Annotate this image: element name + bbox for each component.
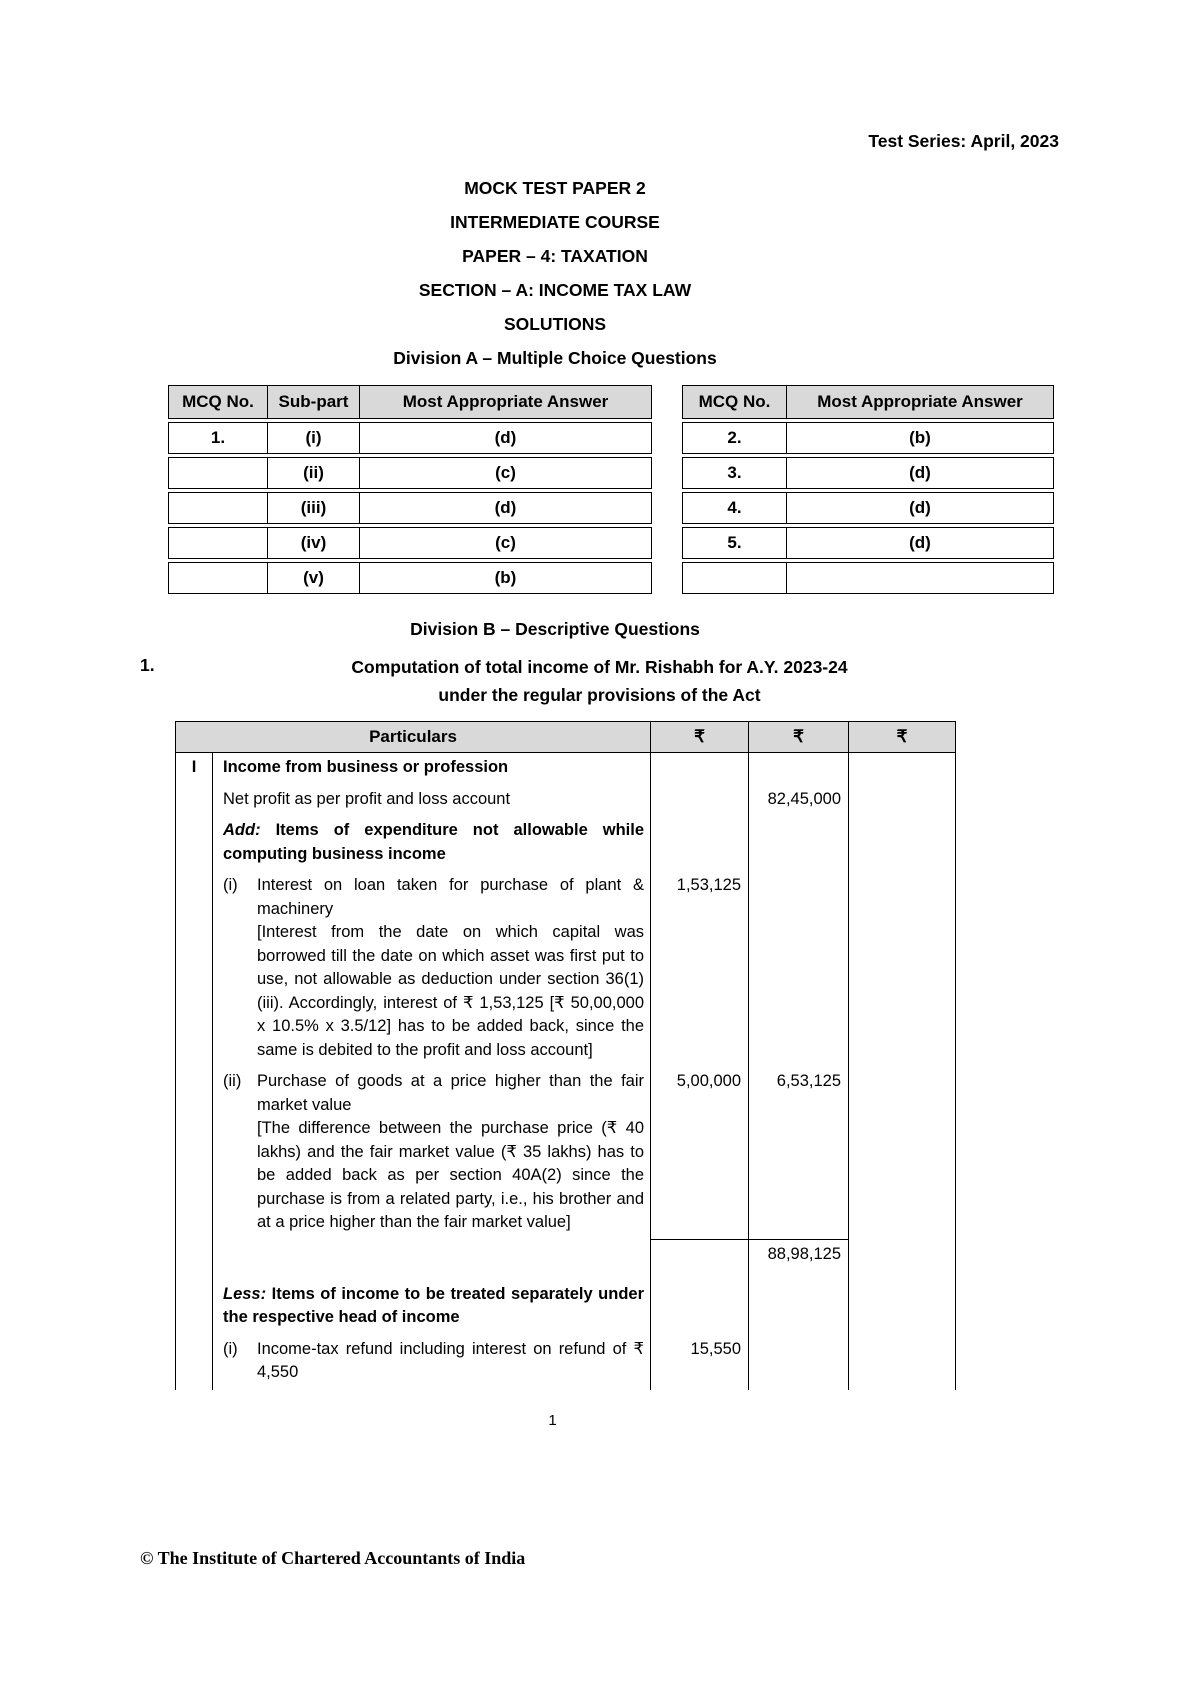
mcq-header-row xyxy=(168,385,652,419)
add-prefix: Add: xyxy=(223,821,261,839)
item-text: Income-tax refund including interest on refund of ₹ 4,550 xyxy=(257,1339,645,1381)
division-a-heading: Division A – Multiple Choice Questions xyxy=(393,348,717,368)
table-row xyxy=(176,1067,956,1240)
question-1-heading-row xyxy=(140,653,1059,709)
item-marker: (ii) xyxy=(223,1072,242,1090)
answer-cell: (d) xyxy=(787,492,1054,524)
computation-table xyxy=(175,721,956,1390)
item-marker: (i) xyxy=(223,1339,238,1358)
subtotal-row xyxy=(176,1240,956,1280)
computation-heading-line2: under the regular provisions of the Act xyxy=(438,685,761,705)
sub-part-cell: (v) xyxy=(268,562,360,594)
particulars-header: Particulars xyxy=(176,722,651,753)
mcq-no-header: MCQ No. xyxy=(168,385,268,419)
sub-part-cell: (iii) xyxy=(268,492,360,524)
item-text-block xyxy=(257,1070,644,1235)
mcq-no-cell xyxy=(682,562,787,594)
title-solutions: SOLUTIONS xyxy=(503,314,607,334)
item-marker: (i) xyxy=(223,876,238,894)
particulars-cell xyxy=(213,785,651,817)
table-row xyxy=(176,871,956,1067)
mcq-header-row xyxy=(682,385,1054,419)
computation-header-row xyxy=(176,722,956,753)
mcq-table-right xyxy=(682,382,1054,597)
mcq-no-cell: 1. xyxy=(168,422,268,454)
document-title-block xyxy=(140,178,970,368)
mcq-table-left xyxy=(168,382,652,597)
answer-cell: (b) xyxy=(360,562,652,594)
table-row xyxy=(176,785,956,817)
line-item xyxy=(223,874,644,1062)
item-note: [The difference between the purchase price (₹ 40 lakhs) and the fair market value (₹ 35 lakhs) has to be added back as per section 40A(2) since the purchase is from a related party, i.e., his brother and at a price higher than the fair market value] xyxy=(257,1119,645,1231)
division-b-block xyxy=(140,619,970,639)
mcq-row xyxy=(168,527,652,559)
answer-cell: (c) xyxy=(360,527,652,559)
amount-cell: 1,53,125 xyxy=(651,871,749,1067)
particulars-cell xyxy=(213,816,651,871)
row-numeral xyxy=(176,1067,213,1240)
amount-cell xyxy=(651,785,749,817)
row-numeral xyxy=(176,1335,213,1390)
amount-cell xyxy=(849,753,956,785)
line-item xyxy=(223,1070,644,1235)
row-numeral xyxy=(176,1240,213,1280)
mcq-row xyxy=(168,562,652,594)
answer-cell: (d) xyxy=(787,457,1054,489)
row-label: Net profit as per profit and loss account xyxy=(223,789,511,808)
amount-cell xyxy=(651,816,749,871)
amount-cell: 82,45,000 xyxy=(749,785,849,817)
mcq-no-cell: 2. xyxy=(682,422,787,454)
rupee-col3-header: ₹ xyxy=(849,722,956,753)
sub-part-cell: (iv) xyxy=(268,527,360,559)
answer-cell: (c) xyxy=(360,457,652,489)
amount-cell xyxy=(749,753,849,785)
item-text: Purchase of goods at a price higher than the fair market value xyxy=(257,1072,645,1114)
answer-cell: (d) xyxy=(360,492,652,524)
mcq-answer-tables xyxy=(168,382,1059,597)
amount-cell xyxy=(849,1240,956,1280)
amount-cell xyxy=(849,1335,956,1390)
amount-cell: 5,00,000 xyxy=(651,1067,749,1240)
item-note: [Interest from the date on which capital was borrowed till the date on which asset was first put to use, not allowable as deduction under section 36(1)(iii). Accordingly, interest of ₹ 1,53,125 [₹ 50,00,000 x 10.5% x 3.5/12] has to be added back, since the same is debited to the profit and loss account] xyxy=(257,923,645,1059)
answer-cell xyxy=(787,562,1054,594)
mcq-row xyxy=(168,422,652,454)
amount-cell: 6,53,125 xyxy=(749,1067,849,1240)
rupee-col1-header: ₹ xyxy=(651,722,749,753)
amount-cell: 15,550 xyxy=(651,1335,749,1390)
computation-heading-line1: Computation of total income of Mr. Rishabh for A.Y. 2023-24 xyxy=(351,657,848,677)
mcq-row xyxy=(682,527,1054,559)
amount-cell xyxy=(749,1280,849,1335)
question-number: 1. xyxy=(140,655,155,675)
item-text: Interest on loan taken for purchase of plant & machinery xyxy=(257,876,645,918)
row-numeral xyxy=(176,785,213,817)
amount-cell xyxy=(651,1240,749,1280)
computation-heading xyxy=(140,653,1059,709)
add-label-text: Items of expenditure not allowable while computing business income xyxy=(223,821,645,863)
particulars-cell xyxy=(213,1067,651,1240)
copyright-notice: © The Institute of Chartered Accountants of India xyxy=(140,1548,526,1568)
less-label-text: Items of income to be treated separately under the respective head of income xyxy=(223,1284,645,1326)
answer-cell: (d) xyxy=(787,527,1054,559)
mcq-no-cell: 3. xyxy=(682,457,787,489)
amount-cell xyxy=(849,871,956,1067)
amount-cell xyxy=(849,785,956,817)
subtotal-amount-cell: 88,98,125 xyxy=(749,1240,849,1280)
division-b-heading: Division B – Descriptive Questions xyxy=(410,619,700,639)
mcq-no-cell: 5. xyxy=(682,527,787,559)
section-label: Income from business or profession xyxy=(223,758,509,776)
table-row xyxy=(176,1335,956,1390)
answer-cell: (d) xyxy=(360,422,652,454)
mcq-no-cell xyxy=(168,492,268,524)
answer-header: Most Appropriate Answer xyxy=(360,385,652,419)
line-item xyxy=(223,1338,644,1385)
row-numeral xyxy=(176,816,213,871)
rupee-col2-header: ₹ xyxy=(749,722,849,753)
particulars-cell xyxy=(213,871,651,1067)
amount-cell xyxy=(849,816,956,871)
mcq-row xyxy=(682,562,1054,594)
mcq-row xyxy=(682,492,1054,524)
test-series-label: Test Series: April, 2023 xyxy=(868,131,1059,151)
title-paper: PAPER – 4: TAXATION xyxy=(462,246,648,266)
mcq-no-cell xyxy=(168,527,268,559)
amount-cell xyxy=(749,816,849,871)
less-items-label xyxy=(223,1283,644,1330)
mcq-row xyxy=(682,422,1054,454)
table-row xyxy=(176,816,956,871)
mcq-no-header: MCQ No. xyxy=(682,385,787,419)
row-numeral: I xyxy=(176,753,213,785)
table-row xyxy=(176,753,956,785)
sub-part-cell: (ii) xyxy=(268,457,360,489)
amount-cell xyxy=(749,1335,849,1390)
table-row xyxy=(176,1280,956,1335)
mcq-row xyxy=(168,457,652,489)
amount-cell xyxy=(849,1280,956,1335)
mcq-row xyxy=(682,457,1054,489)
title-section: SECTION – A: INCOME TAX LAW xyxy=(418,280,692,300)
answer-header: Most Appropriate Answer xyxy=(787,385,1054,419)
add-items-label xyxy=(223,819,644,866)
particulars-cell xyxy=(213,753,651,785)
particulars-cell xyxy=(213,1335,651,1390)
less-prefix: Less: xyxy=(223,1284,267,1303)
title-course: INTERMEDIATE COURSE xyxy=(450,212,660,232)
particulars-cell xyxy=(213,1280,651,1335)
particulars-cell xyxy=(213,1240,651,1280)
row-numeral xyxy=(176,1280,213,1335)
amount-cell xyxy=(651,753,749,785)
mcq-no-cell xyxy=(168,457,268,489)
answer-cell: (b) xyxy=(787,422,1054,454)
amount-cell xyxy=(849,1067,956,1240)
sub-part-header: Sub-part xyxy=(268,385,360,419)
item-text-block xyxy=(257,1338,644,1385)
page-number: 1 xyxy=(548,1412,557,1429)
item-text-block xyxy=(257,874,644,1062)
mcq-row xyxy=(168,492,652,524)
mcq-no-cell xyxy=(168,562,268,594)
title-mock-test-paper: MOCK TEST PAPER 2 xyxy=(464,178,646,198)
amount-cell xyxy=(749,871,849,1067)
sub-part-cell: (i) xyxy=(268,422,360,454)
amount-cell xyxy=(651,1280,749,1335)
row-numeral xyxy=(176,871,213,1067)
mcq-no-cell: 4. xyxy=(682,492,787,524)
